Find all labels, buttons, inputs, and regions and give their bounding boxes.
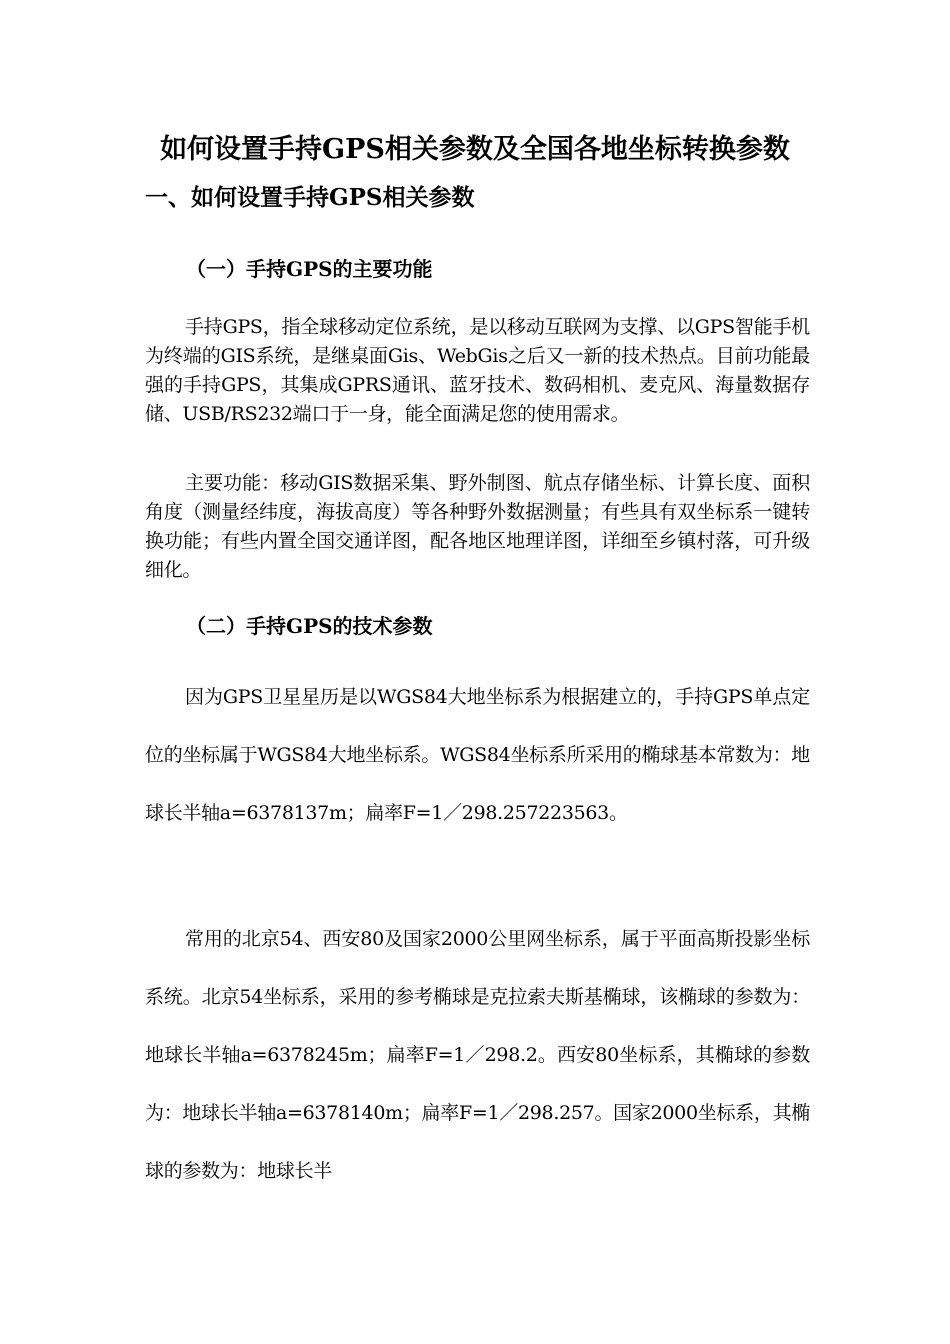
document-title: 如何设置手持GPS相关参数及全国各地坐标转换参数 [160, 134, 790, 165]
section-heading-1: 一、如何设置手持GPS相关参数 [145, 184, 475, 211]
paragraph-wgs84: 因为GPS卫星星历是以WGS84大地坐标系为根据建立的，手持GPS单点定位的坐标属于WGS84大地坐标系。WGS84坐标系所采用的椭球基本常数为：地球长半轴a=6378137m；扁率F=1／298.257223563。 [145, 686, 810, 824]
paragraph-coordinate-systems: 常用的北京54、西安80及国家2000公里网坐标系，属于平面高斯投影坐标系统。北京54坐标系，采用的参考椭球是克拉索夫斯基椭球，该椭球的参数为：地球长半轴a=6378245m；扁率F=1／298.2。西安80坐标系，其椭球的参数为：地球长半轴a=6378140m；扁率F=1／298.257。国家2000坐标系，其椭球的参数为：地球长半 [145, 928, 810, 1182]
subsection-heading-technical-params: （二）手持GPS的技术参数 [186, 614, 433, 638]
subsection-heading-main-functions: （一）手持GPS的主要功能 [186, 257, 433, 281]
paragraph-gps-intro: 手持GPS，指全球移动定位系统，是以移动互联网为支撑、以GPS智能手机为终端的GIS系统，是继桌面Gis、WebGis之后又一新的技术热点。目前功能最强的手持GPS，其集成GPRS通讯、蓝牙技术、数码相机、麦克风、海量数据存储、USB/RS232端口于一身，能全面满足您的使用需求。 [145, 316, 810, 425]
paragraph-main-functions: 主要功能：移动GIS数据采集、野外制图、航点存储坐标、计算长度、面积角度（测量经纬度，海拔高度）等各种野外数据测量；有些具有双坐标系一键转换功能；有些内置全国交通详图，配各地区地理详图，详细至乡镇村落，可升级细化。 [145, 472, 810, 581]
